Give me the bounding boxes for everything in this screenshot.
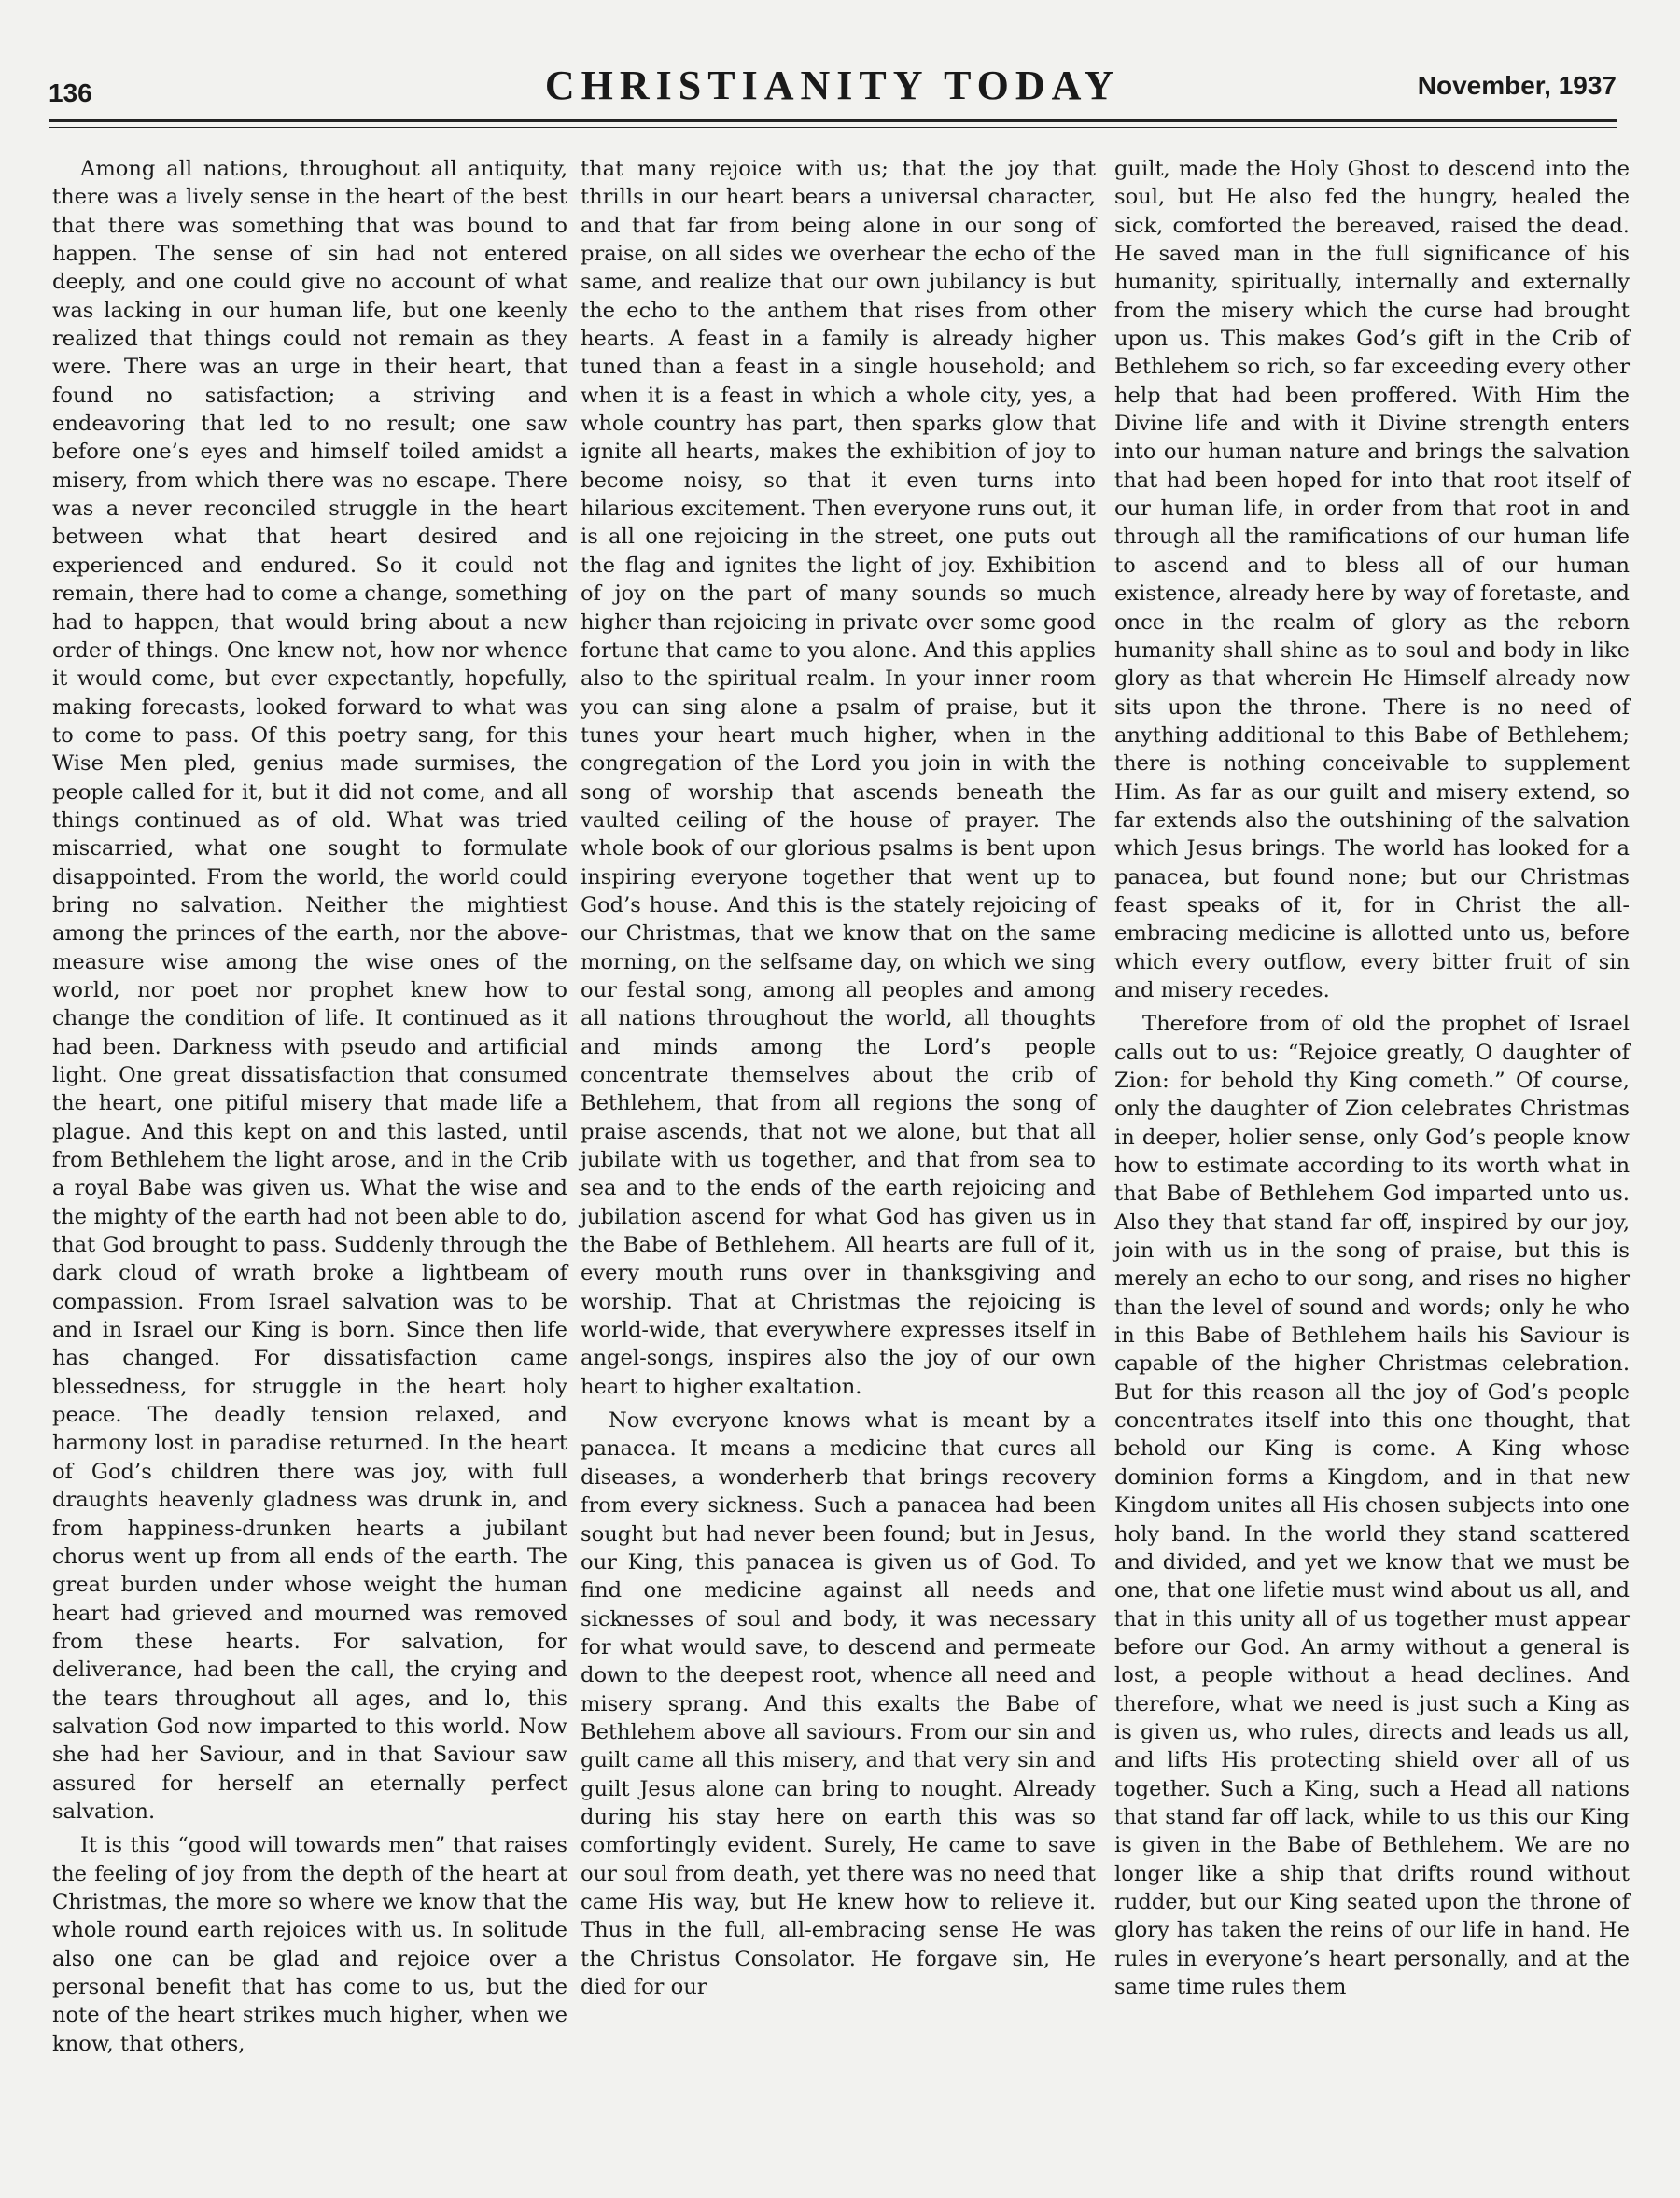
header-rule-thick <box>49 119 1617 122</box>
paragraph: Now everyone knows what is meant by a panacea. It means a medicine that cures all diseases, a wonderherb that brings recovery from every sickness. Such a panacea had been sought but had never been found; but in Jesus, our King, this panacea is given us of God. To find one medicine against all needs and sicknesses of soul and body, it was necessary for what would save, to descend and permeate down to the deepest root, whence all need and misery sprang. And this exalts the Babe of Bethlehem above all saviours. From our sin and guilt came all this misery, and that very sin and guilt Jesus alone can bring to nought. Already during his stay here on earth this was so comfortingly evident. Surely, He came to save our soul from death, yet there was no need that came His way, but He knew how to relieve it. Thus in the full, all-embracing sense He was the Christus Consolator. He forgave sin, He died for our <box>581 1408 1096 1999</box>
paragraph: Therefore from of old the prophet of Israel calls out to us: “Rejoice greatly, O daughter of Zion: for behold thy King cometh.” Of course, only the daughter of Zion celebrates Christmas in deeper, holier sense, only God’s people know how to estimate according to its worth what in that Babe of Bethlehem God imparted unto us. Also they that stand far off, inspired by our joy, join with us in the song of praise, but this is merely an echo to our song, and rises no higher than the level of sound and words; only he who in this Babe of Bethlehem hails his Saviour is capable of the higher Christmas celebration. But for this reason all the joy of God’s people concentrates itself into this one thought, that behold our King is come. A King whose dominion forms a Kingdom, and in that new Kingdom unites all His chosen subjects into one holy band. In the world they stand scattered and divided, and yet we know that we must be one, that one lifetie must wind about us all, and that in this unity all of us together must appear before our God. An army without a general is lost, a people without a head declines. And therefore, what we need is just such a King as is given us, who rules, directs and leads us all, and lifts His protecting shield over all of us together. Such a King, such a Head all nations that stand far off lack, while to us this our King is given in the Babe of Bethlehem. We are no longer like a ship that drifts round without rudder, but our King seated upon the throne of glory has taken the reins of our life in hand. He rules in everyone’s heart personally, and at the same time rules them <box>1114 1012 1630 1999</box>
paragraph-continued: guilt, made the Holy Ghost to descend into the soul, but He also fed the hungry, healed the sick, comforted the bereaved, raised the dead. He saved man in the full significance of his humanity, spiritually, internally and externally from the misery which the curse had brought upon us. This makes God’s gift in the Crib of Bethlehem so rich, so far exceeding every other help that had been proffered. With Him the Divine life and with it Divine strength enters into our human nature and brings the salvation that had been hoped for into that root itself of our human life, in order from that root in and through all the ramifications of our human life to ascend and to bless all of our human existence, already here by way of foretaste, and once in the realm of glory as the reborn humanity shall shine as to soul and body in like glory as that wherein He Himself already now sits upon the throne. There is no need of anything additional to this Babe of Bethlehem; there is nothing conceivable to supplement Him. As far as our guilt and misery extend, so far extends also the outshining of the salvation which Jesus brings. The world has looked for a panacea, but found none; but our Christmas feast speaks of it, for in Christ the all-embracing medicine is allotted unto us, before which every outflow, every bitter fruit of sin and misery recedes. <box>1114 157 1630 1002</box>
header-rule-thin <box>49 127 1617 128</box>
masthead-title: CHRISTIANITY TODAY <box>544 63 1121 108</box>
article-column-3 <box>1114 155 1630 2001</box>
article-column-1 <box>52 155 567 2058</box>
page-number: 136 <box>49 78 92 107</box>
paragraph-continued: that many rejoice with us; that the joy that thrills in our heart bears a universal character, and that far from being alone in our song of praise, on all sides we overhear the echo of the same, and realize that our own jubilancy is but the echo to the anthem that rises from other hearts. A feast in a family is already higher tuned than a feast in a single household; and when it is a feast in which a whole city, yes, a whole country has part, then sparks glow that ignite all hearts, makes the exhibition of joy to become noisy, so that it even turns into hilarious excitement. Then everyone runs out, it is all one rejoicing in the street, one puts out the flag and ignites the light of joy. Exhibition of joy on the part of many sounds so much higher than rejoicing in private over some good fortune that came to you alone. And this applies also to the spiritual realm. In your inner room you can sing alone a psalm of praise, but it tunes your heart much higher, when in the congregation of the Lord you join in with the song of worship that ascends beneath the vaulted ceiling of the house of prayer. The whole book of our glorious psalms is bent upon inspiring everyone together that went up to God’s house. And this is the stately rejoicing of our Christmas, that we know that on the same morning, on the selfsame day, on which we sing our festal song, among all peoples and among all nations throughout the world, all thoughts and minds among the Lord’s people concentrate themselves about the crib of Bethlehem, that from all regions the song of praise ascends, that not we alone, but that all jubilate with us together, and that from sea to sea and to the ends of the earth rejoicing and jubilation ascend for what God has given us in the Babe of Bethlehem. All hearts are full of it, every mouth runs over in thanksgiving and worship. That at Christmas the rejoicing is world-wide, that everywhere expresses itself in angel-songs, inspires also the joy of our own heart to higher exaltation. <box>581 157 1096 1399</box>
paragraph: It is this “good will towards men” that raises the feeling of joy from the depth of the heart at Christmas, the more so where we know that the whole round earth rejoices with us. In solitude also one can be glad and rejoice over a personal benefit that has come to us, but the note of the heart strikes much higher, when we know, that others, <box>52 1833 567 2056</box>
article-column-2 <box>581 155 1096 2001</box>
issue-date: November, 1937 <box>1417 71 1617 100</box>
paragraph: Among all nations, throughout all antiquity, there was a lively sense in the heart of the best that there was something that was bound to happen. The sense of sin had not entered deeply, and one could give no account of what was lacking in our human life, but one keenly realized that things could not remain as they were. There was an urge in their heart, that found no satisfaction; a striving and endeavoring that led to no result; one saw before one’s eyes and himself toiled amidst a misery, from which there was no escape. There was a never reconciled struggle in the heart between what that heart desired and experienced and endured. So it could not remain, there had to come a change, something had to happen, that would bring about a new order of things. One knew not, how nor whence it would come, but ever expectantly, hopefully, making forecasts, looked forward to what was to come to pass. Of this poetry sang, for this Wise Men pled, genius made surmises, the people called for it, but it did not come, and all things continued as of old. What was tried miscarried, what one sought to formulate disappointed. From the world, the world could bring no salvation. Neither the mightiest among the princes of the earth, nor the above-measure wise among the wise ones of the world, nor poet nor prophet knew how to change the condition of life. It continued as it had been. Darkness with pseudo and artificial light. One great dissatisfaction that consumed the heart, one pitiful misery that made life a plague. And this kept on and this lasted, until from Bethlehem the light arose, and in the Crib a royal Babe was given us. What the wise and the mighty of the earth had not been able to do, that God brought to pass. Suddenly through the dark cloud of wrath broke a lightbeam of compassion. From Israel salvation was to be and in Israel our King is born. Since then life has changed. For dissatisfaction came blessedness, for struggle in the heart holy peace. The deadly tension relaxed, and harmony lost in paradise returned. In the heart of God’s children there was joy, with full draughts heavenly gladness was drunk in, and from happiness-drunken hearts a jubilant chorus went up from all ends of the earth. The great burden under whose weight the human heart had grieved and mourned was removed from these hearts. For salvation, for deliverance, had been the call, the crying and the tears throughout all ages, and lo, this salvation God now imparted to this world. Now she had her Saviour, and in that Saviour saw assured for herself an eternally perfect salvation. <box>52 157 567 1824</box>
page-header <box>49 62 1617 114</box>
